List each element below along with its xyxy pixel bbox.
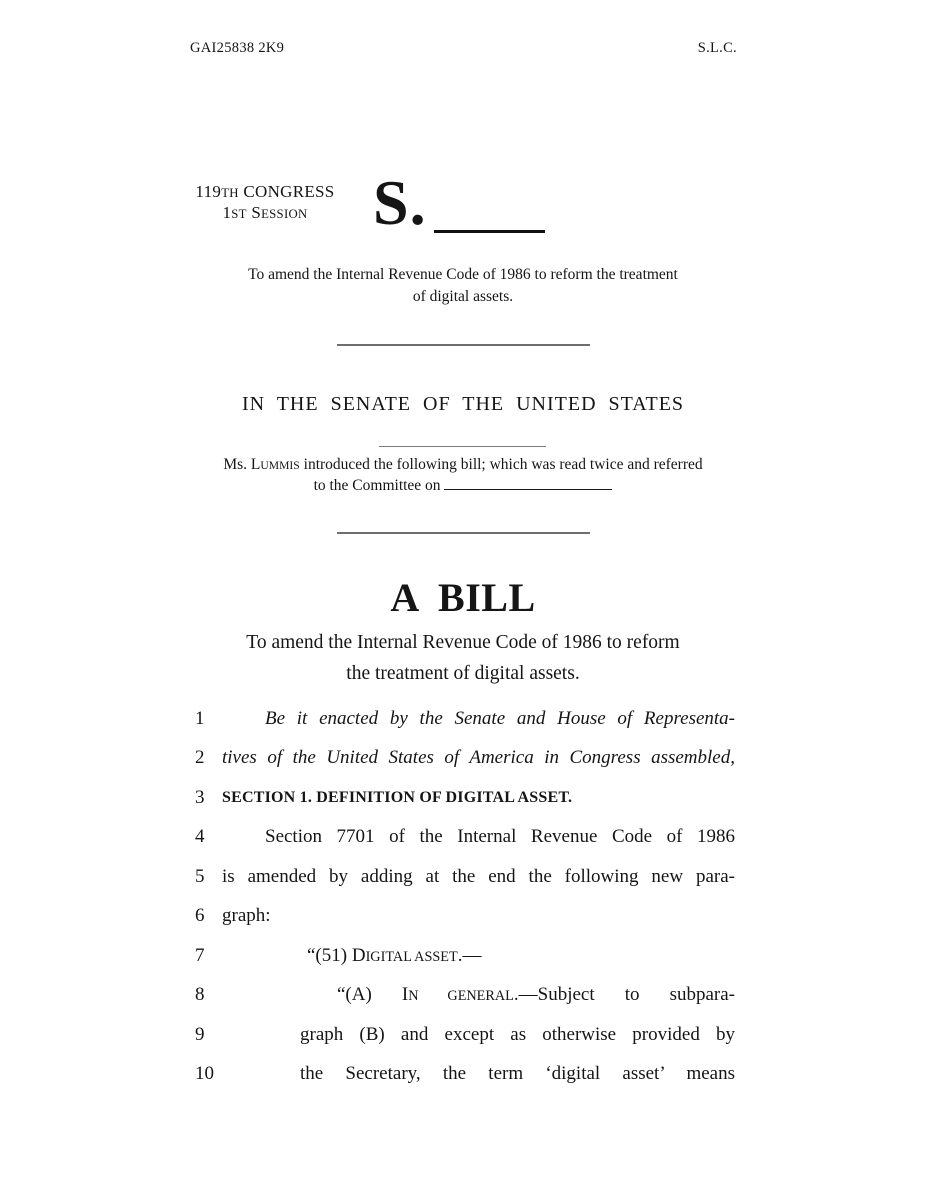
bill-line: [195, 904, 735, 943]
introduction-line: [98, 455, 828, 476]
line-text: [222, 746, 735, 785]
line-number: 6: [195, 905, 205, 927]
text-segment: Section 7701 of the Internal Revenue Code of 1986: [265, 826, 735, 848]
line-number: 4: [195, 826, 205, 848]
bill-subtitle-line: To amend the Internal Revenue Code of 1986 to reform: [246, 632, 680, 653]
slc-label: S.L.C.: [697, 40, 737, 56]
divider-rule: [337, 344, 590, 346]
bill-line: [195, 983, 735, 1022]
text-segment: CONGRESS: [238, 182, 335, 201]
preamble-line: To amend the Internal Revenue Code of 1986 to reform the treatment: [248, 266, 678, 283]
text-segment: ESSION: [261, 207, 308, 221]
line-text: [222, 707, 735, 746]
page-header: [190, 40, 737, 57]
bill-line: [195, 1062, 735, 1101]
bill-line: [195, 786, 735, 825]
divider-rule: [379, 446, 546, 447]
bill-subtitle-line: the treatment of digital assets.: [346, 663, 580, 684]
text-segment: tives of the United States of America in Congress assembled,: [222, 747, 735, 769]
text-segment: to the Committee on: [313, 477, 445, 494]
line-text: [222, 1062, 735, 1101]
line-number: 7: [195, 944, 205, 966]
senate-caption: IN THE SENATE OF THE UNITED STATES: [241, 393, 685, 415]
line-number: 8: [195, 984, 205, 1006]
text-segment: introduced the following bill; which was read twice and referred: [299, 456, 703, 473]
text-segment: graph:: [222, 905, 271, 927]
blank-line: [444, 477, 612, 490]
line-text: [222, 1023, 735, 1062]
session-line: [184, 203, 346, 224]
line-text: [222, 825, 735, 864]
line-text: [222, 865, 735, 904]
text-segment: “(A) I: [337, 984, 409, 1006]
text-segment: the Secretary, the term ‘digital asset’ means: [300, 1062, 735, 1084]
bill-body: [195, 707, 735, 1101]
text-segment: .—Subject to subpara-: [513, 984, 735, 1006]
text-segment: is amended by adding at the end the following new para-: [222, 865, 735, 887]
preamble-line: of digital assets.: [412, 287, 514, 305]
line-number: 1: [195, 708, 205, 729]
text-segment: Be it enacted by the Senate and House of Representa-: [265, 708, 735, 729]
congress-line: [184, 182, 346, 203]
line-number: 3: [195, 786, 205, 808]
bill-line: [195, 944, 735, 983]
text-segment: .—: [457, 944, 482, 966]
line-number: 5: [195, 865, 205, 887]
bill-line: [195, 1023, 735, 1062]
congress-session-block: [184, 182, 346, 224]
bill-line: [195, 746, 735, 785]
draft-code: GAI25838 2K9: [190, 40, 285, 56]
introduction-line: [98, 476, 828, 496]
line-text: [222, 904, 735, 943]
text-segment: S: [246, 203, 262, 222]
text-segment: Ms. L: [223, 456, 261, 473]
line-text: [222, 944, 735, 983]
text-segment: ST: [231, 207, 247, 221]
line-number: 9: [195, 1023, 205, 1045]
bill-line: [195, 825, 735, 864]
line-number: 10: [195, 1062, 214, 1084]
bill-line: [195, 707, 735, 746]
bill-subtitle: [0, 627, 926, 689]
text-segment: 1: [222, 203, 232, 222]
bill-number-prefix: S.: [373, 167, 427, 238]
text-segment: N GENERAL: [408, 988, 514, 1005]
line-text: [222, 786, 735, 825]
introduction-paragraph: [98, 455, 828, 496]
line-number: 2: [195, 747, 205, 769]
text-segment: UMMIS: [260, 459, 300, 472]
text-segment: TH: [221, 186, 239, 200]
bill-number-blank-line: [434, 230, 545, 233]
bill-line: [195, 865, 735, 904]
line-text: [222, 983, 735, 1022]
text-segment: “(51) D: [307, 944, 366, 966]
text-segment: SECTION 1. DEFINITION OF DIGITAL ASSET.: [222, 788, 573, 806]
text-segment: IGITAL ASSET: [365, 948, 458, 965]
divider-rule: [337, 532, 590, 534]
preamble: [0, 264, 926, 307]
bill-title: A BILL: [390, 575, 536, 620]
text-segment: 119: [195, 182, 222, 201]
text-segment: graph (B) and except as otherwise provided by: [300, 1023, 735, 1045]
